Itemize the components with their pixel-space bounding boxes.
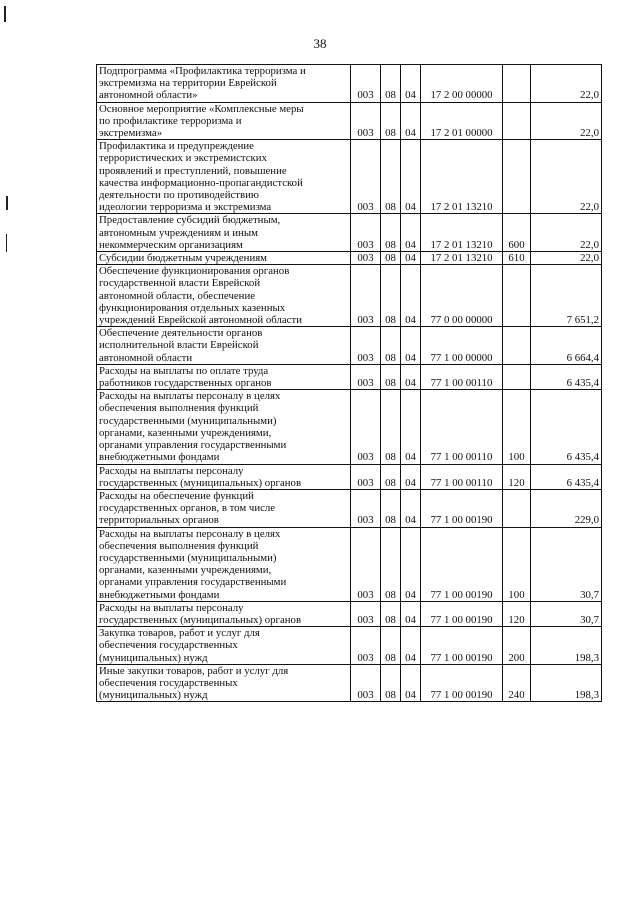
ministry-code-cell bbox=[351, 65, 381, 103]
expense-name-cell bbox=[97, 601, 351, 626]
amount: 22,0 bbox=[580, 238, 599, 251]
table-row bbox=[97, 527, 602, 601]
amount-cell bbox=[531, 65, 602, 103]
ministry-code: 003 bbox=[357, 89, 374, 102]
expense-name: Предоставление субсидий бюджетным, автономным учреждениям и иным некоммерческим организациям bbox=[99, 214, 281, 251]
section-code: 08 bbox=[385, 127, 396, 140]
expense-name-cell bbox=[97, 627, 351, 665]
expense-name: Субсидии бюджетным учреждениям bbox=[99, 252, 268, 265]
target-article-code-cell bbox=[421, 627, 503, 665]
ministry-code: 003 bbox=[357, 127, 374, 140]
expense-type-code-cell bbox=[503, 214, 531, 252]
section-code: 08 bbox=[385, 238, 396, 251]
scan-edge-mark bbox=[4, 6, 6, 22]
expense-name: Основное мероприятие «Комплексные меры по профилактике терроризма и экстремизма» bbox=[99, 102, 304, 140]
expense-name: Расходы на выплаты персоналу государственных (муниципальных) органов bbox=[99, 464, 302, 489]
section-code: 08 bbox=[385, 451, 396, 464]
subsection-code-cell bbox=[401, 327, 421, 365]
expense-name: Подпрограмма «Профилактика терроризма и экстремизма на территории Еврейской автономной области» bbox=[99, 65, 306, 102]
expense-type-code: 600 bbox=[508, 238, 525, 251]
expense-name: Закупка товаров, работ и услуг для обеспечения государственных (муниципальных) нужд bbox=[99, 627, 260, 664]
expense-name-cell bbox=[97, 664, 351, 702]
section-code: 08 bbox=[385, 514, 396, 527]
subsection-code: 04 bbox=[405, 201, 416, 214]
ministry-code-cell bbox=[351, 601, 381, 626]
section-code: 08 bbox=[385, 588, 396, 601]
target-article-code: 77 1 00 00190 bbox=[430, 651, 493, 664]
section-code: 08 bbox=[385, 377, 396, 390]
amount: 30,7 bbox=[580, 588, 599, 601]
amount-cell bbox=[531, 664, 602, 702]
expense-type-code: 610 bbox=[508, 252, 525, 265]
target-article-code-cell bbox=[421, 527, 503, 601]
target-article-code: 17 2 01 13210 bbox=[430, 252, 493, 265]
ministry-code: 003 bbox=[357, 514, 374, 527]
subsection-code: 04 bbox=[405, 514, 416, 527]
subsection-code-cell bbox=[401, 214, 421, 252]
section-code-cell bbox=[381, 327, 401, 365]
expense-type-code-cell bbox=[503, 102, 531, 140]
amount: 7 651,2 bbox=[566, 314, 599, 327]
subsection-code-cell bbox=[401, 364, 421, 389]
amount: 22,0 bbox=[580, 127, 599, 140]
ministry-code-cell bbox=[351, 252, 381, 265]
ministry-code: 003 bbox=[357, 651, 374, 664]
amount: 6 664,4 bbox=[566, 351, 599, 364]
expense-type-code-cell bbox=[503, 390, 531, 464]
target-article-code-cell bbox=[421, 102, 503, 140]
section-code-cell bbox=[381, 102, 401, 140]
expense-name: Расходы на выплаты персоналу в целях обеспечения выполнения функций государственными (муниципальными) органами, казенными учреждениями, органами управления государственными внебюджетными фондами bbox=[99, 390, 287, 464]
table-row bbox=[97, 364, 602, 389]
subsection-code: 04 bbox=[405, 314, 416, 327]
subsection-code: 04 bbox=[405, 89, 416, 102]
expense-name-cell bbox=[97, 364, 351, 389]
scan-edge-mark bbox=[6, 234, 7, 252]
subsection-code: 04 bbox=[405, 127, 416, 140]
expense-name-cell bbox=[97, 327, 351, 365]
amount-cell bbox=[531, 265, 602, 327]
target-article-code-cell bbox=[421, 214, 503, 252]
expense-name-cell bbox=[97, 390, 351, 464]
expense-name-cell bbox=[97, 252, 351, 265]
target-article-code: 17 2 00 00000 bbox=[430, 89, 493, 102]
section-code-cell bbox=[381, 527, 401, 601]
ministry-code: 003 bbox=[357, 451, 374, 464]
amount-cell bbox=[531, 102, 602, 140]
subsection-code: 04 bbox=[405, 351, 416, 364]
expense-name: Расходы на выплаты персоналу в целях обеспечения выполнения функций государственными (муниципальными) органами, казенными учреждениями, органами управления государственными внебюджетными фондами bbox=[99, 527, 287, 601]
ministry-code-cell bbox=[351, 364, 381, 389]
subsection-code-cell bbox=[401, 65, 421, 103]
expense-name-cell bbox=[97, 102, 351, 140]
target-article-code-cell bbox=[421, 327, 503, 365]
section-code: 08 bbox=[385, 252, 396, 265]
subsection-code-cell bbox=[401, 527, 421, 601]
target-article-code: 77 0 00 00000 bbox=[430, 314, 493, 327]
section-code: 08 bbox=[385, 314, 396, 327]
ministry-code: 003 bbox=[357, 689, 374, 702]
page-number: 38 bbox=[313, 36, 327, 51]
section-code: 08 bbox=[385, 476, 396, 489]
amount-cell bbox=[531, 464, 602, 489]
amount-cell bbox=[531, 390, 602, 464]
expense-name: Расходы на выплаты по оплате труда работников государственных органов bbox=[99, 364, 272, 390]
amount-cell bbox=[531, 214, 602, 252]
expense-type-code: 100 bbox=[508, 588, 525, 601]
expense-type-code-cell bbox=[503, 65, 531, 103]
ministry-code-cell bbox=[351, 489, 381, 527]
subsection-code-cell bbox=[401, 489, 421, 527]
target-article-code: 77 1 00 00190 bbox=[430, 514, 493, 527]
target-article-code: 17 2 01 13210 bbox=[430, 238, 493, 251]
expense-type-code-cell bbox=[503, 464, 531, 489]
expense-name: Расходы на выплаты персоналу государственных (муниципальных) органов bbox=[99, 601, 302, 626]
ministry-code: 003 bbox=[357, 613, 374, 626]
ministry-code-cell bbox=[351, 664, 381, 702]
section-code: 08 bbox=[385, 89, 396, 102]
expense-type-code: 120 bbox=[508, 476, 525, 489]
table-row bbox=[97, 140, 602, 214]
table-row bbox=[97, 102, 602, 140]
amount-cell bbox=[531, 364, 602, 389]
ministry-code-cell bbox=[351, 464, 381, 489]
section-code-cell bbox=[381, 265, 401, 327]
expense-name-cell bbox=[97, 214, 351, 252]
section-code-cell bbox=[381, 214, 401, 252]
ministry-code: 003 bbox=[357, 476, 374, 489]
amount-cell bbox=[531, 489, 602, 527]
section-code: 08 bbox=[385, 651, 396, 664]
target-article-code: 77 1 00 00190 bbox=[430, 613, 493, 626]
amount: 229,0 bbox=[574, 514, 599, 527]
subsection-code-cell bbox=[401, 390, 421, 464]
expense-type-code-cell bbox=[503, 627, 531, 665]
table-row bbox=[97, 214, 602, 252]
expense-name: Профилактика и предупреждение террористических и экстремистских проявлений и преступлений, повышение качества информационно-пропагандистской деятельности по противодействию идеологии терроризма и экстремизма bbox=[99, 140, 303, 214]
table-row bbox=[97, 601, 602, 626]
subsection-code-cell bbox=[401, 265, 421, 327]
expense-type-code-cell bbox=[503, 664, 531, 702]
section-code-cell bbox=[381, 489, 401, 527]
amount: 198,3 bbox=[574, 689, 599, 702]
budget-table-body bbox=[97, 65, 602, 702]
target-article-code: 77 1 00 00110 bbox=[430, 451, 493, 464]
table-row bbox=[97, 265, 602, 327]
section-code: 08 bbox=[385, 613, 396, 626]
amount-cell bbox=[531, 527, 602, 601]
section-code-cell bbox=[381, 464, 401, 489]
target-article-code-cell bbox=[421, 364, 503, 389]
target-article-code-cell bbox=[421, 664, 503, 702]
expense-name: Обеспечение функционирования органов государственной власти Еврейской автономной области, обеспечение функционирования отдельных казенных учреждений Еврейской автономной области bbox=[99, 265, 302, 327]
amount-cell bbox=[531, 140, 602, 214]
section-code-cell bbox=[381, 140, 401, 214]
expense-name-cell bbox=[97, 527, 351, 601]
section-code-cell bbox=[381, 364, 401, 389]
target-article-code-cell bbox=[421, 252, 503, 265]
ministry-code-cell bbox=[351, 527, 381, 601]
target-article-code-cell bbox=[421, 489, 503, 527]
subsection-code: 04 bbox=[405, 613, 416, 626]
subsection-code: 04 bbox=[405, 689, 416, 702]
expense-type-code: 240 bbox=[508, 689, 525, 702]
expense-type-code-cell bbox=[503, 252, 531, 265]
expense-type-code-cell bbox=[503, 527, 531, 601]
subsection-code-cell bbox=[401, 102, 421, 140]
table-row bbox=[97, 464, 602, 489]
amount: 198,3 bbox=[574, 651, 599, 664]
expense-type-code-cell bbox=[503, 364, 531, 389]
subsection-code: 04 bbox=[405, 451, 416, 464]
target-article-code-cell bbox=[421, 65, 503, 103]
target-article-code-cell bbox=[421, 390, 503, 464]
ministry-code-cell bbox=[351, 390, 381, 464]
expense-name-cell bbox=[97, 464, 351, 489]
subsection-code-cell bbox=[401, 627, 421, 665]
amount: 6 435,4 bbox=[566, 476, 599, 489]
target-article-code-cell bbox=[421, 140, 503, 214]
ministry-code-cell bbox=[351, 214, 381, 252]
section-code-cell bbox=[381, 252, 401, 265]
amount: 6 435,4 bbox=[566, 451, 599, 464]
amount: 22,0 bbox=[580, 252, 599, 265]
ministry-code-cell bbox=[351, 102, 381, 140]
target-article-code: 77 1 00 00110 bbox=[430, 377, 493, 390]
section-code: 08 bbox=[385, 201, 396, 214]
subsection-code: 04 bbox=[405, 476, 416, 489]
ministry-code: 003 bbox=[357, 314, 374, 327]
target-article-code-cell bbox=[421, 464, 503, 489]
table-row bbox=[97, 489, 602, 527]
scan-edge-mark bbox=[6, 196, 8, 210]
table-row bbox=[97, 664, 602, 702]
target-article-code: 17 2 01 13210 bbox=[430, 201, 493, 214]
table-row bbox=[97, 627, 602, 665]
table-row bbox=[97, 65, 602, 103]
expense-name-cell bbox=[97, 140, 351, 214]
ministry-code-cell bbox=[351, 265, 381, 327]
expense-name: Обеспечение деятельности органов исполнительной власти Еврейской автономной области bbox=[99, 327, 263, 364]
amount-cell bbox=[531, 327, 602, 365]
expense-name: Иные закупки товаров, работ и услуг для обеспечения государственных (муниципальных) нужд bbox=[99, 664, 289, 702]
subsection-code: 04 bbox=[405, 651, 416, 664]
expense-type-code-cell bbox=[503, 327, 531, 365]
section-code-cell bbox=[381, 65, 401, 103]
amount-cell bbox=[531, 601, 602, 626]
expense-name-cell bbox=[97, 489, 351, 527]
section-code-cell bbox=[381, 664, 401, 702]
expense-type-code: 100 bbox=[508, 451, 525, 464]
expense-name-cell bbox=[97, 65, 351, 103]
ministry-code-cell bbox=[351, 140, 381, 214]
expense-type-code: 200 bbox=[508, 651, 525, 664]
expense-type-code-cell bbox=[503, 489, 531, 527]
subsection-code: 04 bbox=[405, 252, 416, 265]
subsection-code-cell bbox=[401, 140, 421, 214]
subsection-code-cell bbox=[401, 601, 421, 626]
amount-cell bbox=[531, 252, 602, 265]
target-article-code: 77 1 00 00110 bbox=[430, 476, 493, 489]
ministry-code: 003 bbox=[357, 238, 374, 251]
ministry-code: 003 bbox=[357, 377, 374, 390]
ministry-code: 003 bbox=[357, 351, 374, 364]
section-code: 08 bbox=[385, 689, 396, 702]
subsection-code: 04 bbox=[405, 588, 416, 601]
ministry-code: 003 bbox=[357, 252, 374, 265]
target-article-code-cell bbox=[421, 265, 503, 327]
amount: 6 435,4 bbox=[566, 377, 599, 390]
target-article-code: 77 1 00 00190 bbox=[430, 588, 493, 601]
subsection-code-cell bbox=[401, 252, 421, 265]
amount: 22,0 bbox=[580, 201, 599, 214]
subsection-code-cell bbox=[401, 664, 421, 702]
expense-type-code-cell bbox=[503, 140, 531, 214]
ministry-code-cell bbox=[351, 327, 381, 365]
section-code-cell bbox=[381, 390, 401, 464]
expense-type-code-cell bbox=[503, 601, 531, 626]
expense-name-cell bbox=[97, 265, 351, 327]
target-article-code-cell bbox=[421, 601, 503, 626]
target-article-code: 17 2 01 00000 bbox=[430, 127, 493, 140]
table-row bbox=[97, 252, 602, 265]
table-row bbox=[97, 327, 602, 365]
expense-name: Расходы на обеспечение функций государственных органов, в том числе территориальных органов bbox=[99, 489, 276, 527]
target-article-code: 77 1 00 00190 bbox=[430, 689, 493, 702]
section-code-cell bbox=[381, 627, 401, 665]
amount: 22,0 bbox=[580, 89, 599, 102]
subsection-code: 04 bbox=[405, 377, 416, 390]
budget-table bbox=[96, 64, 602, 702]
expense-type-code: 120 bbox=[508, 613, 525, 626]
ministry-code: 003 bbox=[357, 201, 374, 214]
subsection-code: 04 bbox=[405, 238, 416, 251]
target-article-code: 77 1 00 00000 bbox=[430, 351, 493, 364]
section-code-cell bbox=[381, 601, 401, 626]
amount: 30,7 bbox=[580, 613, 599, 626]
ministry-code-cell bbox=[351, 627, 381, 665]
subsection-code-cell bbox=[401, 464, 421, 489]
section-code: 08 bbox=[385, 351, 396, 364]
ministry-code: 003 bbox=[357, 588, 374, 601]
amount-cell bbox=[531, 627, 602, 665]
expense-type-code-cell bbox=[503, 265, 531, 327]
table-row bbox=[97, 390, 602, 464]
